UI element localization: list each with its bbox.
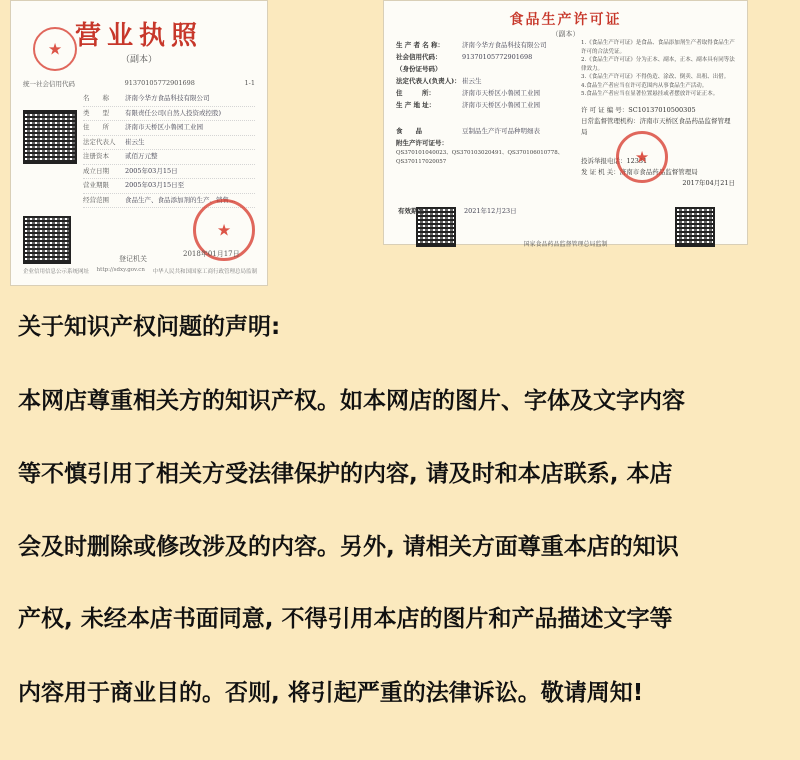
license-footer (23, 267, 257, 275)
statement-line: 等不慎引用了相关方受法律保护的内容, 请及时和本店联系, 本店 (18, 461, 673, 487)
license-qr-code-2 (23, 216, 71, 264)
license-credit-code (23, 79, 255, 88)
license-row: 营业期限 2005年03月15日至 (83, 179, 255, 194)
business-license-image (10, 0, 268, 286)
license-row: 名 称 济南今华方食品科技有限公司 (83, 92, 255, 107)
license-footer-url: http://sdxy.gov.cn (96, 267, 145, 273)
permit-row: 法定代表人(负责人)： 崔云生 (396, 77, 482, 85)
statement-heading: 关于知识产权问题的声明: (18, 314, 281, 340)
permit-row: 社会信用代码： 91370105772901698 (396, 53, 533, 61)
statement-line: 产权, 未经本店书面同意, 不得引用本店的图片和产品描述文字等 (18, 606, 673, 632)
license-date: 2018年01月17日 (183, 250, 240, 258)
license-subtitle: （副本） (120, 55, 157, 65)
license-footer-right: 中华人民共和国国家工商行政管理总局监制 (152, 269, 257, 275)
permit-row: 住 所： 济南市天桥区小鲁园工业园 (396, 89, 540, 97)
license-row: 成立日期 2005年03月15日 (83, 165, 255, 180)
credit-code-label: 统一社会信用代码 (23, 80, 75, 88)
license-row: 注册资本 贰佰万元整 (83, 150, 255, 165)
permit-row: （身份证号码） (396, 65, 442, 73)
license-row: 法定代表人 崔云生 (83, 136, 255, 151)
food-production-permit-image (383, 0, 748, 248)
license-qr-code (23, 110, 77, 164)
permit-product-codes: 附生产许可证号： (396, 139, 448, 147)
credit-code-value: 91370105772901698 (124, 79, 195, 87)
permit-seal (616, 131, 668, 183)
permit-product-code-list: QS370101040023、QS370103020491、QS370106010778、QS370117020057 (396, 150, 564, 165)
license-title: 营业执照 (74, 21, 203, 51)
permit-issue-date: 2017年04月21日 (682, 178, 735, 187)
permit-row: 生 产 地 址： 济南市天桥区小鲁园工业园 (396, 101, 540, 109)
permit-notes: 1.《食品生产许可证》是食品、食品添加剂生产者取得食品生产许可的合法凭证。 2.《食品生产许可证》分为正本、副本，正本、副本具有同等法律效力。 3.《食品生产许可证》不得伪造、涂改、倒卖、出租、出借。 4.食品生产者应当在许可范围内从事食品生产活动。 5.食品生产者应当在显著位置悬挂或者摆放许可证正本。 (581, 40, 735, 97)
permit-issuer: 发 证 机 关：济南市食品药品监督管理局 (581, 167, 698, 176)
permit-subtitle: （副本） (551, 30, 580, 38)
license-row: 经营范围 食品生产、食品添加剂的生产、销售... (83, 194, 255, 209)
permit-supervisor: 日常监督管理机构：济南市天桥区食品药品监督管理局 (581, 116, 731, 136)
permit-validity: 有效期至 2021年12月23日 (398, 207, 517, 215)
statement-line: 内容用于商业目的。否则, 将引起严重的法律诉讼。敬请周知! (18, 680, 644, 706)
license-row: 类 型 有限责任公司(自然人投资或控股) (83, 107, 255, 122)
permit-footer: 国家食品药品监督管理总局监制 (523, 241, 608, 248)
license-row: 住 所 济南市天桥区小鲁园工业园 (83, 121, 255, 136)
license-footer-left: 企业信用信息公示系统网址 (23, 269, 90, 275)
license-top-seal (33, 27, 77, 71)
license-registration-authority: 登记机关 (119, 255, 147, 263)
permit-title: 食品生产许可证 (509, 12, 622, 28)
permit-complaint-phone: 投诉举报电话：12331 (581, 156, 648, 165)
permit-license-number: 许 可 证 编 号：SC10137010500305 (581, 105, 696, 114)
license-serial: 1-1 (244, 79, 255, 87)
statement-line: 本网店尊重相关方的知识产权。如本网店的图片、字体及文字内容 (18, 388, 685, 414)
statement-line: 会及时删除或修改涉及的内容。另外, 请相关方面尊重本店的知识 (18, 534, 679, 560)
permit-row: 生 产 者 名 称： 济南今华方食品科技有限公司 (396, 41, 547, 49)
permit-food-category: 食 品 豆制品生产许可品种明细表 (396, 127, 540, 135)
